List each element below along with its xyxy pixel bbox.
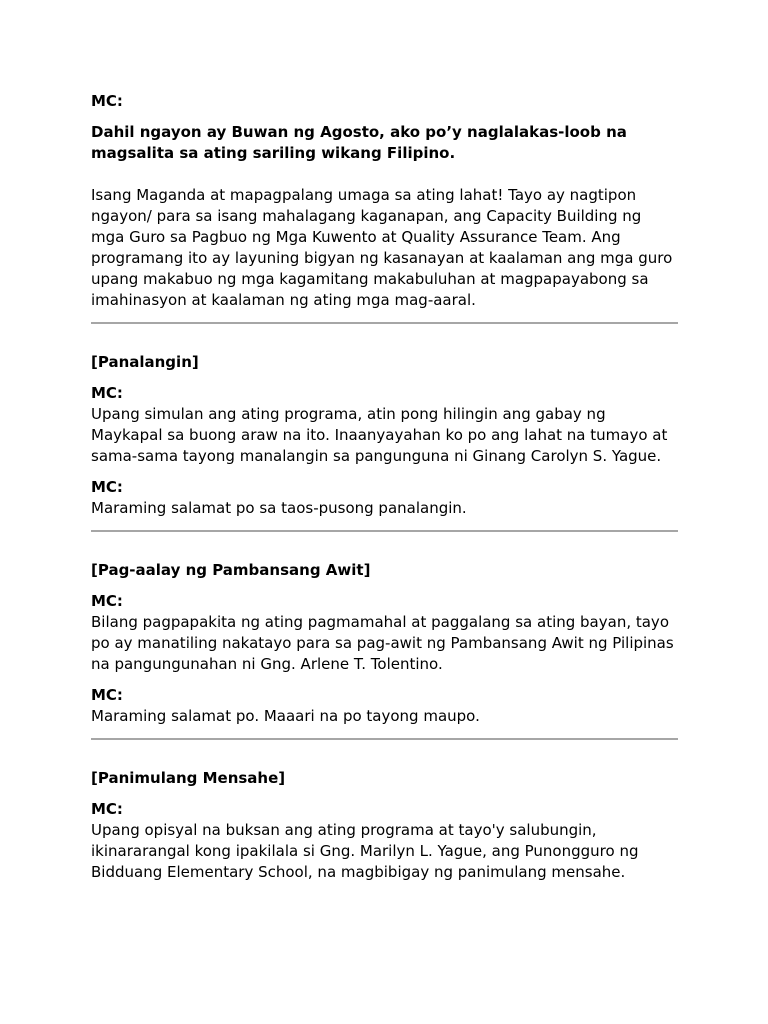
opening-statement: Dahil ngayon ay Buwan ng Agosto, ako po’y naglalakas-loob na magsalita sa ating sariling wikang Filipino. xyxy=(91,123,627,162)
mc-text: Upang opisyal na buksan ang ating programa at tayo'y salubungin, ikinararangal kong ipakilala si Gng. Marilyn L. Yague, ang Punongguro ng Bidduang Elementary School, na magbibigay ng panimulang mensahe. xyxy=(91,821,639,881)
section-title-pambansang-awit: [Pag-aalay ng Pambansang Awit] xyxy=(91,561,371,579)
section-divider xyxy=(91,738,678,740)
mc-label: MC: xyxy=(91,592,123,610)
mc-label: MC: xyxy=(91,478,123,496)
section-title-panalangin: [Panalangin] xyxy=(91,353,199,371)
section-divider xyxy=(91,322,678,324)
mc-text: Upang simulan ang ating programa, atin pong hilingin ang gabay ng Maykapal sa buong araw na ito. Inaanyayahan ko po ang lahat na tumayo at sama-sama tayong manalangin sa pangunguna ni Ginang Carolyn S. Yague. xyxy=(91,405,668,465)
mc-text: Maraming salamat po. Maaari na po tayong maupo. xyxy=(91,707,480,725)
document-content xyxy=(91,91,678,893)
mc-label: MC: xyxy=(91,92,123,110)
mc-text: Maraming salamat po sa taos-pusong panalangin. xyxy=(91,499,467,517)
mc-label: MC: xyxy=(91,686,123,704)
mc-label: MC: xyxy=(91,384,123,402)
mc-text: Bilang pagpapakita ng ating pagmamahal at paggalang sa ating bayan, tayo po ay manatiling nakatayo para sa pag-awit ng Pambansang Awit ng Pilipinas na pangungunahan ni Gng. Arlene T. Tolentino. xyxy=(91,613,674,673)
section-divider xyxy=(91,530,678,532)
intro-paragraph: Isang Maganda at mapagpalang umaga sa ating lahat! Tayo ay nagtipon ngayon/ para sa isang mahalagang kaganapan, ang Capacity Building ng mga Guro sa Pagbuo ng Mga Kuwento at Quality Assurance Team. Ang programang ito ay layuning bigyan ng kasanayan at kaalaman ang mga guro upang makabuo ng mga kagamitang makabuluhan at magpapayabong sa imahinasyon at kaalaman ng ating mga mag-aaral. xyxy=(91,186,673,309)
section-title-panimulang-mensahe: [Panimulang Mensahe] xyxy=(91,769,286,787)
mc-label: MC: xyxy=(91,800,123,818)
